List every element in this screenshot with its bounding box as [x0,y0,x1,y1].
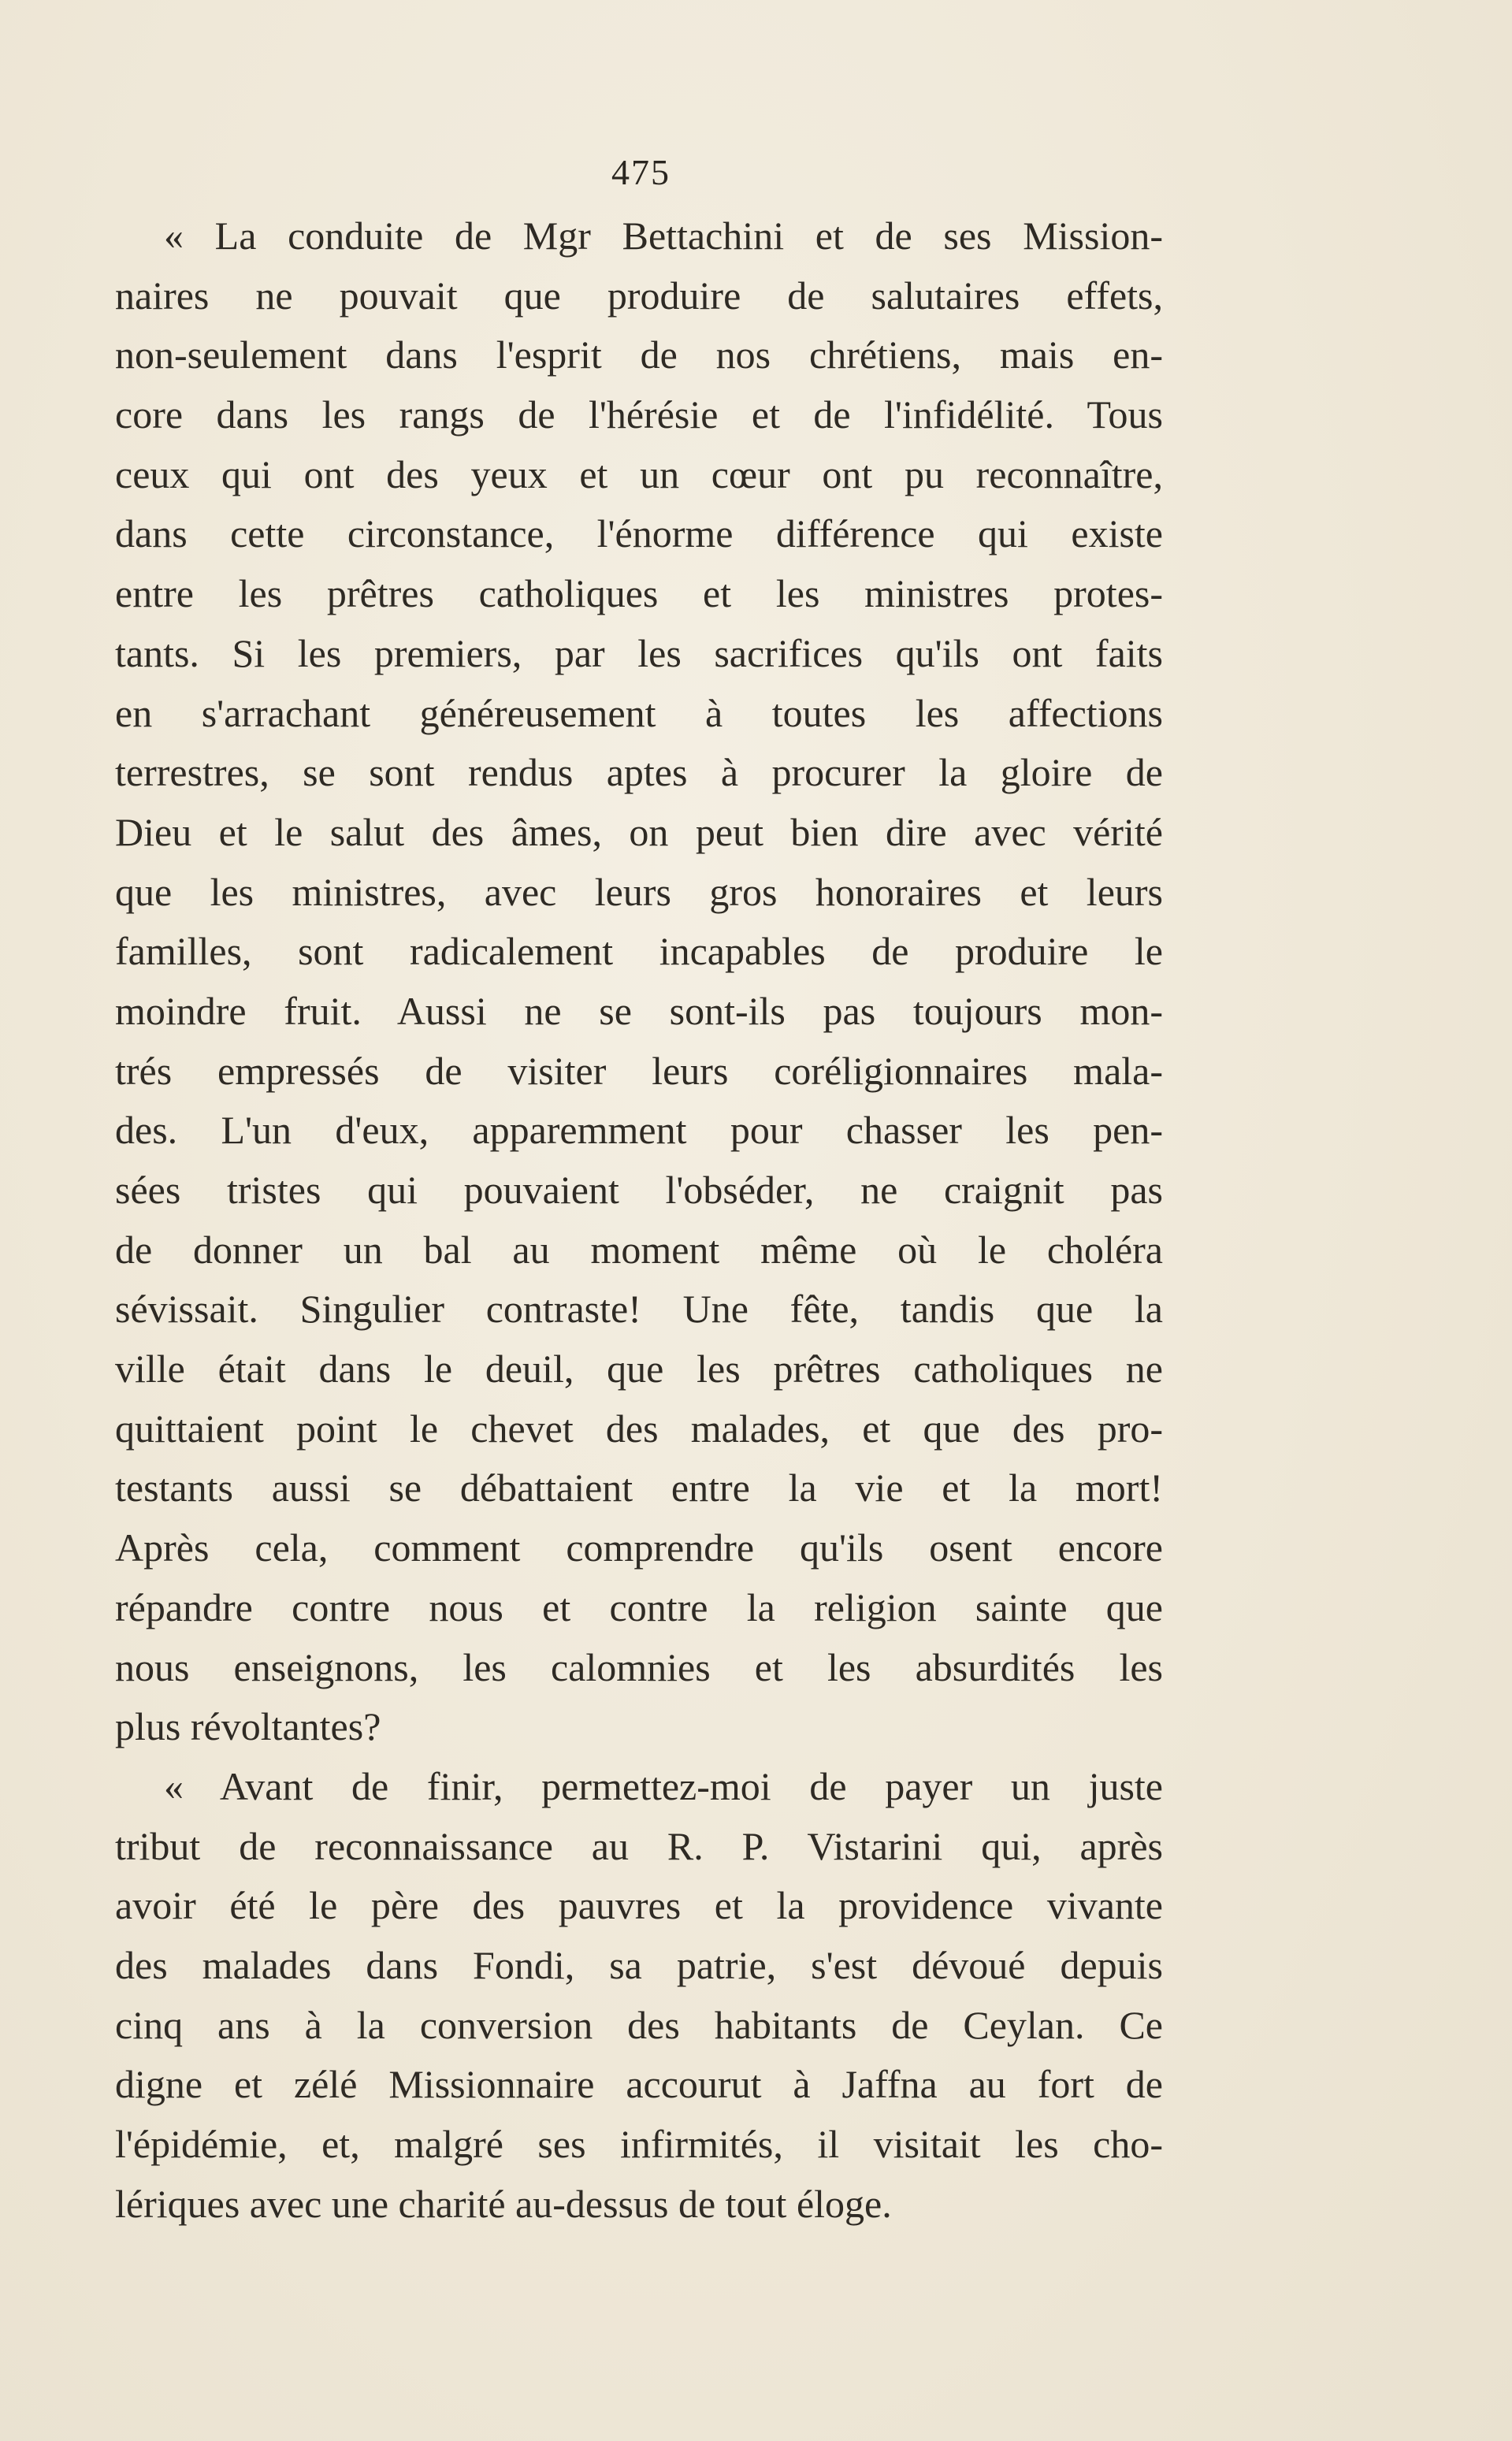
text-line: core dans les rangs de l'hérésie et de l'infidélité. Tous [115,392,1163,437]
text-line: entre les prêtres catholiques et les ministres protes- [115,571,1163,616]
page-number: 475 [611,152,671,192]
text-line: Après cela, comment comprendre qu'ils osent encore [115,1525,1163,1570]
text-line: sées tristes qui pouvaient l'obséder, ne craignit pas [115,1168,1163,1212]
text-line: quittaient point le chevet des malades, et que des pro- [115,1406,1163,1451]
text-line: dans cette circonstance, l'énorme différence qui existe [115,511,1163,556]
text-line: ville était dans le deuil, que les prêtres catholiques ne [115,1347,1163,1391]
text-line: familles, sont radicalement incapables de produire le [115,929,1163,974]
text-line: plus révoltantes? [115,1704,381,1749]
body-text [115,206,1163,2234]
text-line: de donner un bal au moment même où le choléra [115,1227,1163,1272]
text-line: nous enseignons, les calomnies et les absurdités les [115,1644,1163,1689]
text-line: moindre fruit. Aussi ne se sont-ils pas toujours mon- [115,988,1163,1033]
text-line: lériques avec une charité au-dessus de tout éloge. [115,2181,892,2226]
text-line: avoir été le père des pauvres et la providence vivante [115,1883,1163,1928]
text-line: en s'arrachant généreusement à toutes les affections [115,690,1163,735]
text-line: testants aussi se débattaient entre la vie et la mort! [115,1466,1163,1510]
text-line: répandre contre nous et contre la religion sainte que [115,1585,1163,1629]
text-line: terrestres, se sont rendus aptes à procurer la gloire de [115,750,1163,795]
paragraph-1 [115,206,1163,1757]
text-line: cinq ans à la conversion des habitants de Ceylan. Ce [115,2002,1163,2047]
text-line: l'épidémie, et, malgré ses infirmités, il visitait les cho- [115,2122,1163,2166]
paragraph-2 [115,1757,1163,2235]
text-line: que les ministres, avec leurs gros honoraires et leurs [115,869,1163,914]
text-line: des. L'un d'eux, apparemment pour chasser les pen- [115,1108,1163,1153]
text-line: naires ne pouvait que produire de salutaires effets, [115,273,1163,318]
text-line: tants. Si les premiers, par les sacrifices qu'ils ont faits [115,630,1163,675]
text-line: « Avant de finir, permettez-moi de payer un juste [164,1763,1163,1808]
text-line: Dieu et le salut des âmes, on peut bien dire avec vérité [115,809,1163,854]
text-line: sévissait. Singulier contraste! Une fête, tandis que la [115,1287,1163,1332]
text-line: non-seulement dans l'esprit de nos chrétiens, mais en- [115,333,1163,377]
text-line: ceux qui ont des yeux et un cœur ont pu reconnaître, [115,451,1163,496]
text-line: des malades dans Fondi, sa patrie, s'est dévoué depuis [115,1942,1163,1987]
text-line: tribut de reconnaissance au R. P. Vistarini qui, après [115,1823,1163,1868]
text-line: « La conduite de Mgr Bettachini et de ses Mission- [164,214,1163,258]
text-line: trés empressés de visiter leurs coréligionnaires mala- [115,1048,1163,1093]
text-line: digne et zélé Missionnaire accourut à Jaffna au fort de [115,2062,1163,2107]
